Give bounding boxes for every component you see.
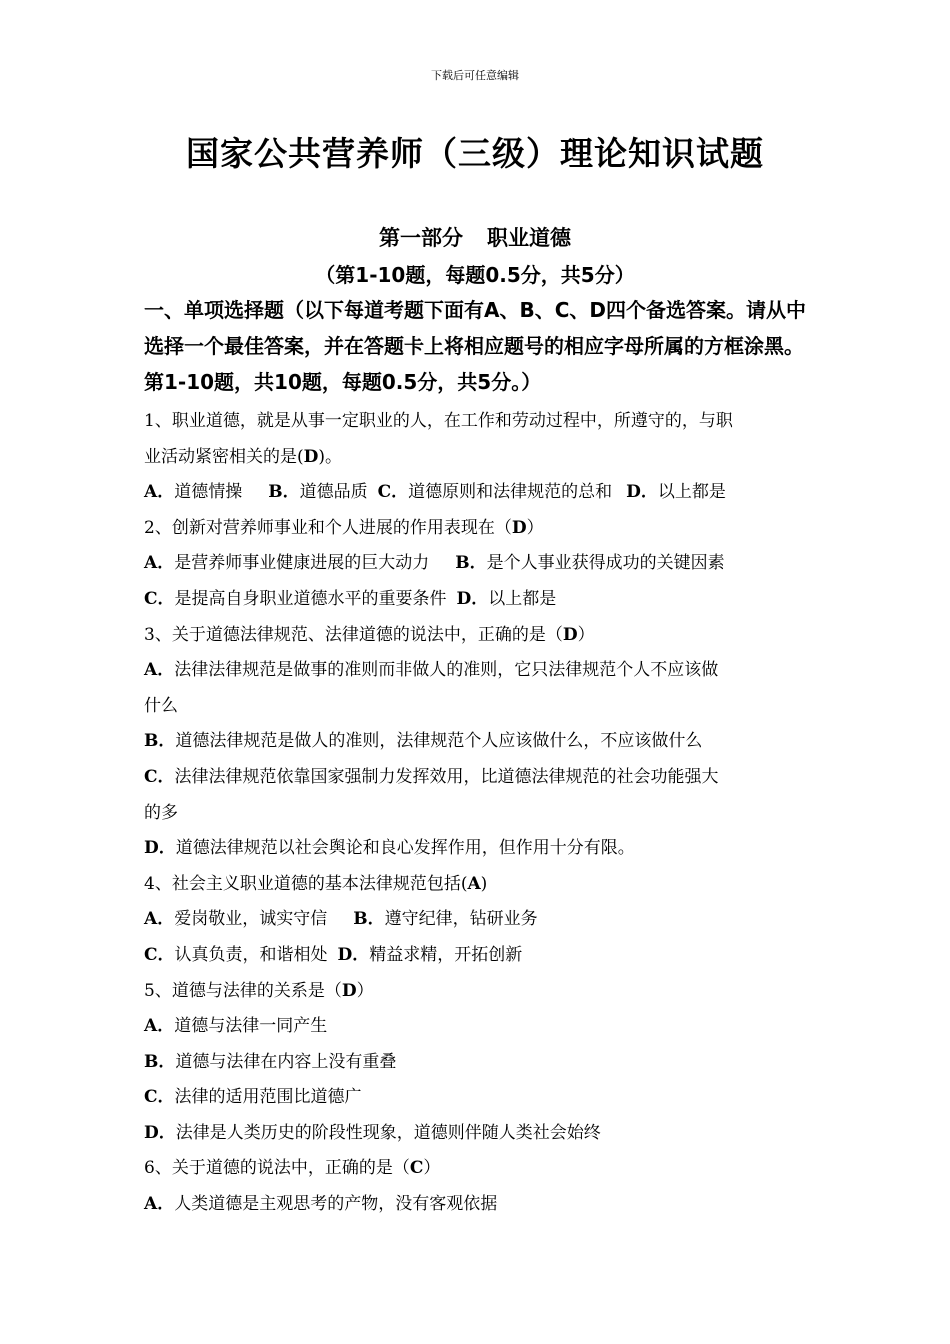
option-label: C． [144,944,175,965]
q1-stem-end: )。 [318,446,343,467]
q3-option-b-line [144,724,814,760]
q4-option-d: 精益求精，开拓创新 [369,944,523,965]
q4-stem [144,867,814,903]
q6-option-a-line [144,1187,814,1223]
part-name: 第一部分 [379,226,463,250]
option-label: B． [455,553,487,574]
option-label: A． [144,909,175,930]
q3-option-d: 道德法律规范以社会舆论和良心发挥作用，但作用十分有限。 [175,838,635,859]
option-label: D． [337,944,370,965]
q5-option-c: 法律的适用范围比道德广 [174,1087,362,1108]
part-subject: 职业道德 [487,226,571,250]
question-list [144,404,814,1223]
q4-option-c: 认真负责，和谐相处 [174,944,328,965]
option-label: A． [144,1016,175,1037]
option-label: B． [353,909,385,930]
option-label: D． [144,838,176,859]
q5-option-d-line [144,1116,814,1152]
q2-option-b: 是个人事业获得成功的关键因素 [486,553,725,574]
q5-stem-end: ） [356,980,374,1001]
q5-option-b: 道德与法律在内容上没有重叠 [175,1051,397,1072]
q4-stem-text: 4、社会主义职业道德的基本法律规范包括( [144,873,468,894]
q3-option-d-line [144,831,814,867]
q3-option-c-line1 [144,760,814,796]
option-label: B． [268,482,300,503]
q2-stem [144,511,814,547]
option-label: C． [144,766,175,787]
q3-option-b: 道德法律规范是做人的准则，法律规范个人应该做什么，不应该做什么 [175,731,703,752]
q5-option-b-line [144,1045,814,1081]
document-title: 国家公共营养师（三级）理论知识试题 [186,134,764,173]
q5-option-d: 法律是人类历史的阶段性现象，道德则伴随人类社会始终 [175,1122,601,1143]
option-label: A． [144,553,175,574]
q3-option-a-line2: 什么 [144,695,178,716]
q1-answer: D [303,446,319,467]
option-label: C． [377,482,409,503]
q2-answer: D [511,517,527,538]
q3-stem-end: ） [577,624,595,645]
q1-stem-line1: 1、职业道德，就是从事一定职业的人，在工作和劳动过程中，所遵守的，与职 [144,411,733,431]
q2-options-cd [144,582,814,618]
q2-option-a: 是营养师事业健康进展的巨大动力 [174,553,430,574]
option-label: A． [144,1194,175,1215]
q5-stem-text: 5、道德与法律的关系是（ [144,980,342,1001]
q1-stem-line2 [144,440,814,476]
q2-option-d: 以上都是 [488,588,557,609]
q4-options-ab [144,902,814,938]
part-title [0,222,950,252]
q2-options-ab [144,546,814,582]
q2-stem-end: ） [526,517,544,538]
option-label: C． [144,588,175,609]
q6-answer: C [409,1158,424,1179]
section-instructions: 一、单项选择题（以下每道考题下面有A、B、C、D四个备选答案。请从中选择一个最佳答案，并在答题卡上将相应题号的相应字母所属的方框涂黑。第1-10题，共10题，每题0.5分，共5分。） [144,298,807,394]
q6-stem [144,1151,814,1187]
option-label: B． [144,1051,176,1072]
part-range: （第1-10题，每题0.5分，共5分） [315,263,635,287]
q3-answer: D [562,624,578,645]
q3-stem [144,618,814,654]
q5-option-c-line [144,1080,814,1116]
header-note: 下载后可任意编辑 [431,69,519,82]
option-label: D． [144,1122,176,1143]
option-label: D． [456,588,489,609]
q5-option-a: 道德与法律一同产生 [174,1016,328,1037]
q3-stem-text: 3、关于道德法律规范、法律道德的说法中，正确的是（ [144,624,563,645]
q4-stem-end: ) [480,873,488,894]
q1-options [144,475,814,511]
q2-stem-text: 2、创新对营养师事业和个人进展的作用表现在（ [144,517,512,538]
option-label: B． [144,731,176,752]
q6-stem-end: ） [423,1158,441,1179]
q1-stem-text: 业活动紧密相关的是( [144,446,304,467]
q6-stem-text: 6、关于道德的说法中，正确的是（ [144,1158,410,1179]
option-label: A． [144,482,175,503]
q3-option-a-line1 [144,653,814,689]
q2-option-c: 是提高自身职业道德水平的重要条件 [174,588,447,609]
q1-option-c: 道德原则和法律规范的总和 [408,482,613,503]
q5-stem [144,974,814,1010]
option-label: A． [144,660,175,681]
q1-option-b: 道德品质 [299,482,368,503]
q3-option-c-line2: 的多 [144,802,178,823]
option-label: D． [626,482,658,503]
q1-option-d: 以上都是 [657,482,726,503]
q4-option-a: 爱岗敬业，诚实守信 [174,909,328,930]
q4-option-b: 遵守纪律，钻研业务 [384,909,538,930]
q5-option-a-line [144,1009,814,1045]
q1-option-a: 道德情操 [174,482,243,503]
q3-option-c: 法律法律规范依靠国家强制力发挥效用，比道德法律规范的社会功能强大 [174,766,719,787]
q5-answer: D [341,980,357,1001]
q3-option-a: 法律法律规范是做事的准则而非做人的准则，它只法律规范个人不应该做 [174,660,719,681]
q4-options-cd [144,938,814,974]
q4-answer: A [467,873,481,894]
option-label: C． [144,1087,175,1108]
q6-option-a: 人类道德是主观思考的产物，没有客观依据 [174,1194,498,1215]
